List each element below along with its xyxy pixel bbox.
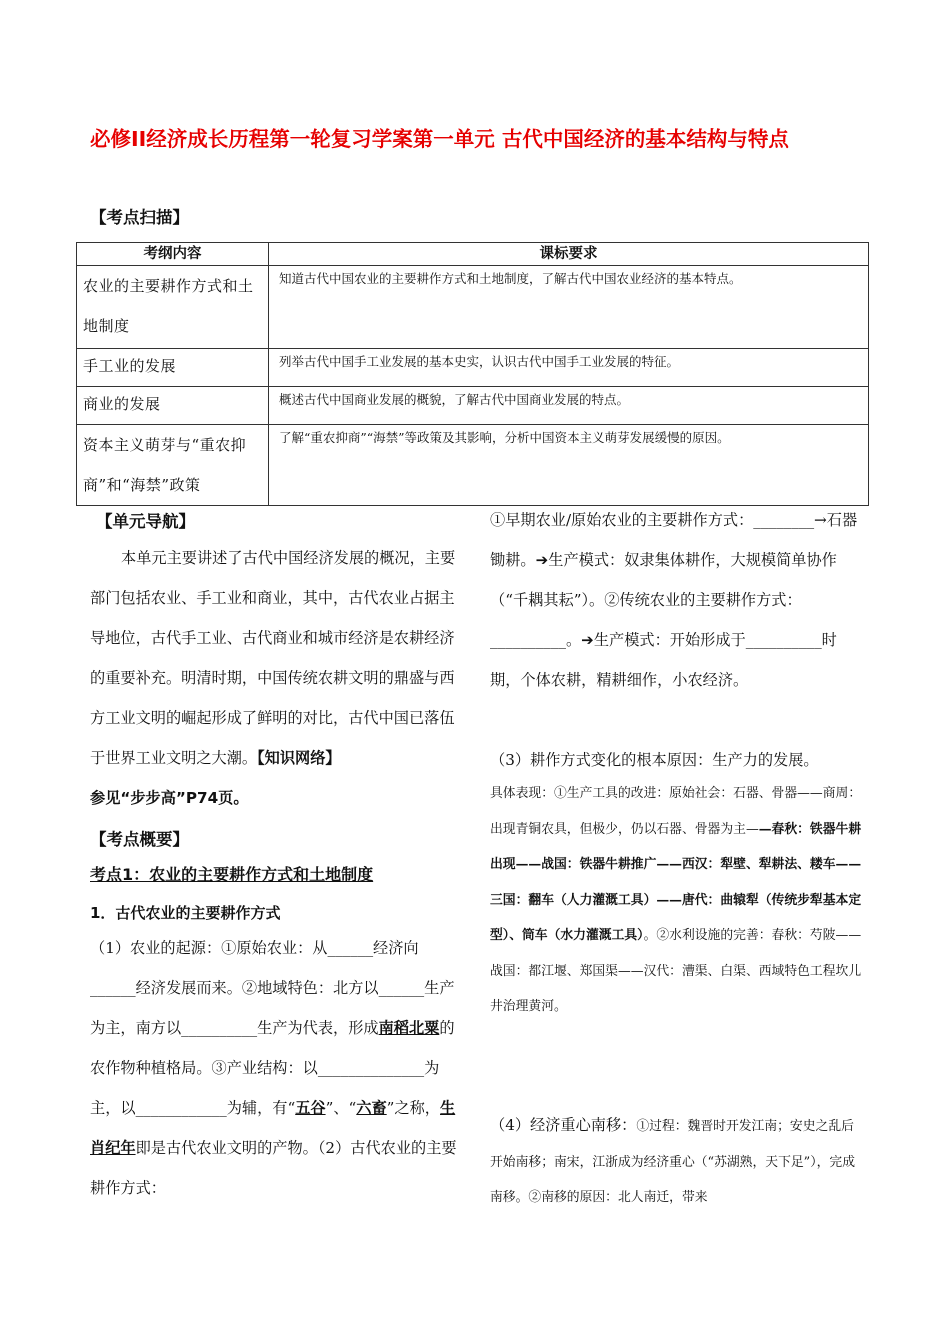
origin-text-2: 的农作物种植格局。③产业结构：以______________为主，以____________为辅，有“ (90, 1019, 455, 1117)
cause-heading: （3）耕作方式变化的根本原因：生产力的发展。 (490, 751, 819, 769)
cause-tools-timeline: —春秋：铁器牛耕出现——战国：铁器牛耕推广——西汉：犁壁、犁耕法、耧车——三国：翻车（人力灌溉工具）——唐代：曲辕犁（传统步犁基本定型）、筒车（水力灌溉工具） (490, 821, 862, 943)
south-shift-paragraph (490, 1108, 864, 1216)
table-cell-requirement: 列举古代中国手工业发展的基本史实，认识古代中国手工业发展的特征。 (269, 349, 869, 387)
syllabus-table (76, 242, 869, 506)
origin-term-zodiac: 生肖纪年 (90, 1099, 456, 1157)
table-cell-requirement: 了解“重农抑商”“海禁”等政策及其影响，分析中国资本主义萌芽发展缓慢的原因。 (269, 425, 869, 506)
farming-modes-paragraph: ①早期农业/原始农业的主要耕作方式：________→石器锄耕。➔生产模式：奴隶集体耕作，大规模简单协作（“千耦其耘”）。②传统农业的主要耕作方式：__________。➔生产模式：开始形成于__________时期，个体农耕，精耕细作，小农经济。 (490, 511, 858, 689)
table-row (77, 387, 869, 425)
table-cell-requirement: 知道古代中国农业的主要耕作方式和土地制度，了解古代中国农业经济的基本特点。 (269, 266, 869, 349)
table-cell-content: 农业的主要耕作方式和土地制度 (77, 266, 269, 349)
origin-text-3: ”、“ (325, 1099, 357, 1117)
table-header-requirement: 课标要求 (269, 243, 869, 266)
unit-navigation-body: 本单元主要讲述了古代中国经济发展的概况，主要部门包括农业、手工业和商业，其中，古代农业占据主导地位，古代手工业、古代商业和城市经济是农耕经济的重要补充。明清时期，中国传统农耕文明的鼎盛与西方工业文明的崛起形成了鲜明的对比，古代中国已落伍于世界工业文明之大潮。 (90, 549, 456, 767)
point1-heading: 考点1：农业的主要耕作方式和土地制度 (90, 865, 374, 884)
page-title: 必修II经济成长历程第一轮复习学案第一单元 古代中国经济的基本结构与特点 (90, 127, 789, 151)
knowledge-network-text: 参见“步步高”P74页。 (90, 789, 249, 807)
subsection-heading: 1．古代农业的主要耕作方式 (90, 904, 281, 922)
origin-term-rice-millet: 南稻北粟 (378, 1019, 440, 1037)
cause-text-2: 。②水利设施的完善：春秋：芍陂——战国：都江堰、郑国渠——汉代：漕渠、白渠、西域特色工程坎儿井治理黄河。 (490, 928, 862, 1014)
table-cell-content: 资本主义萌芽与“重农抑商”和“海禁”政策 (77, 425, 269, 506)
table-header-content: 考纲内容 (77, 243, 269, 266)
unit-navigation-text (90, 538, 463, 778)
knowledge-network-heading: 【知识网络】 (257, 749, 341, 767)
unit-navigation-heading: 【单元导航】 (96, 512, 195, 531)
overview-heading: 【考点概要】 (90, 830, 189, 849)
origin-text-5: 即是古代农业文明的产物。（2）古代农业的主要耕作方式： (90, 1139, 457, 1197)
table-header-row (77, 243, 869, 266)
table-row (77, 349, 869, 387)
table-row (77, 266, 869, 349)
cause-text-1: 具体表现：①生产工具的改进：原始社会：石器、骨器——商周：出现青铜农具，但极少，仍以石器、骨器为主— (490, 786, 862, 837)
table-row (77, 425, 869, 506)
table-cell-requirement: 概述古代中国商业发展的概貌，了解古代中国商业发展的特点。 (269, 387, 869, 425)
table-cell-content: 商业的发展 (77, 387, 269, 425)
origin-paragraph (90, 928, 463, 1208)
south-shift-heading: （4）经济重心南移： (490, 1116, 637, 1134)
origin-term-five-grains: 五谷 (295, 1099, 326, 1117)
section-scan-heading: 【考点扫描】 (90, 208, 189, 227)
south-shift-text: ①过程：魏晋时开发江南；安史之乱后开始南移；南宋，江浙成为经济重心（“苏湖熟，天下足”），完成南移。②南移的原因：北人南迁，带来 (490, 1119, 855, 1205)
cause-paragraph (490, 776, 864, 1025)
origin-text-1: （1）农业的起源：①原始农业：从______经济向______经济发展而来。②地域特色：北方以______生产为主，南方以__________生产为代表，形成 (90, 939, 455, 1037)
table-cell-content: 手工业的发展 (77, 349, 269, 387)
origin-text-4: ”之称， (386, 1099, 440, 1117)
origin-term-six-livestock: 六畜 (356, 1099, 387, 1117)
